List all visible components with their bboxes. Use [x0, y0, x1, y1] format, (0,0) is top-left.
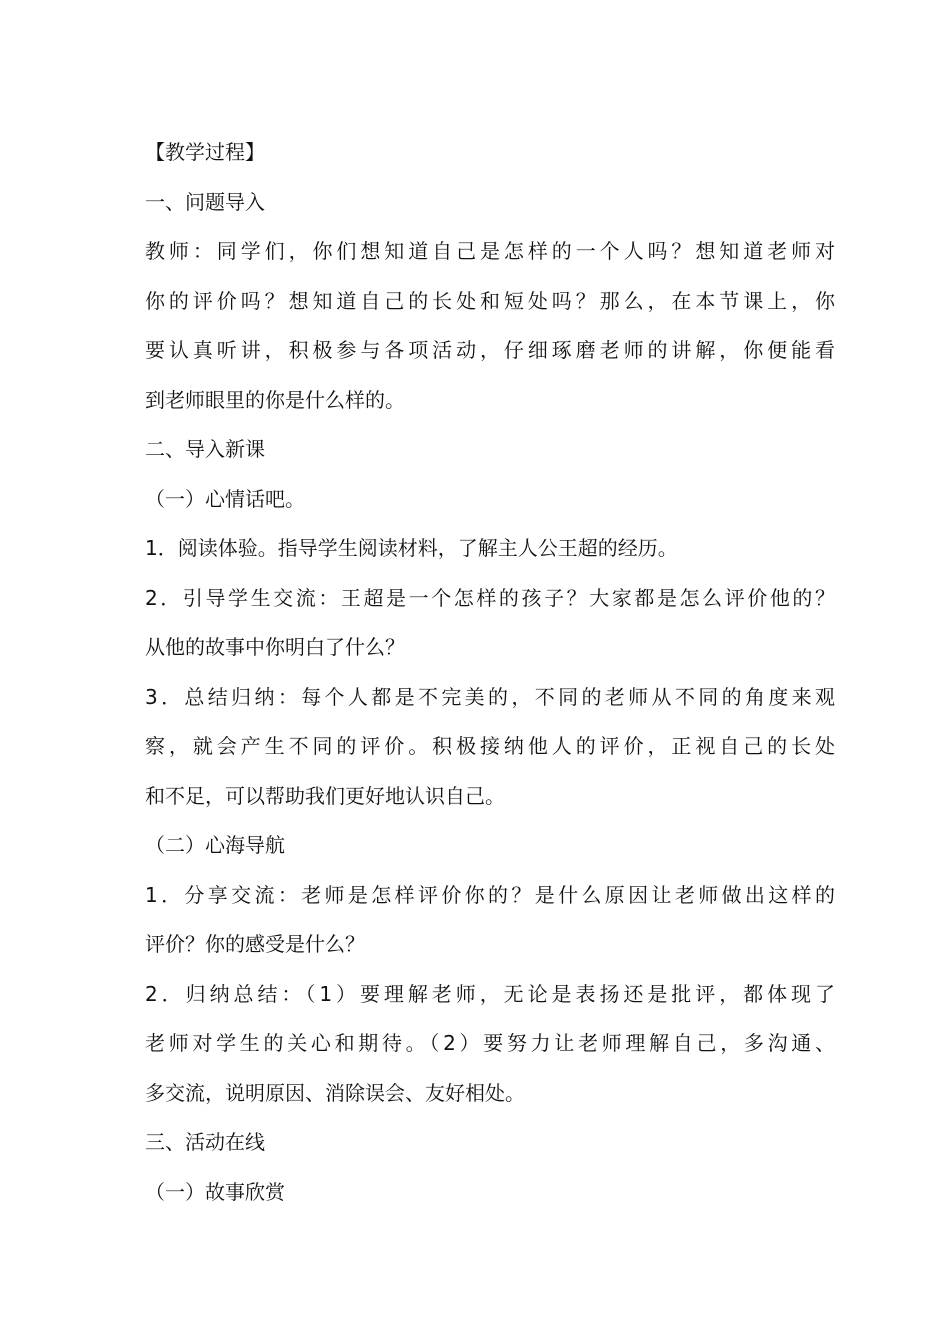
document-body — [145, 128, 835, 1217]
subsection-heading: （一）心情话吧。 — [145, 486, 305, 511]
section-heading-teaching-process: 【教学过程】 — [145, 140, 265, 164]
paragraph-line: 和不足，可以帮助我们更好地认识自己。 — [145, 783, 505, 808]
paragraph-line: 从他的故事中你明白了什么？ — [145, 635, 405, 659]
subsection-heading: （二）心海导航 — [145, 833, 285, 857]
list-item: 1．分享交流：老师是怎样评价你的？是什么原因让老师做出这样的 — [145, 882, 835, 907]
section-heading-1: 一、问题导入 — [145, 189, 265, 214]
paragraph-line: 教师：同学们，你们想知道自己是怎样的一个人吗？想知道老师对 — [145, 239, 835, 263]
paragraph-line: 到老师眼里的你是什么样的。 — [145, 387, 405, 412]
paragraph-line: 评价？你的感受是什么？ — [145, 932, 365, 956]
paragraph-line: 老师对学生的关心和期待。（2）要努力让老师理解自己，多沟通、 — [145, 1031, 835, 1055]
list-item: 2．引导学生交流：王超是一个怎样的孩子？大家都是怎么评价他的？ — [145, 585, 835, 610]
list-item: 2．归纳总结：（1）要理解老师，无论是表扬还是批评，都体现了 — [145, 981, 835, 1006]
list-item: 1．阅读体验。指导学生阅读材料，了解主人公王超的经历。 — [145, 536, 678, 560]
paragraph-line: 察，就会产生不同的评价。积极接纳他人的评价，正视自己的长处 — [145, 734, 835, 758]
paragraph-line: 多交流，说明原因、消除误会、友好相处。 — [145, 1080, 525, 1105]
section-heading-3: 三、活动在线 — [145, 1130, 265, 1154]
list-item: 3．总结归纳：每个人都是不完美的，不同的老师从不同的角度来观 — [145, 684, 835, 709]
subsection-heading: （一）故事欣赏 — [145, 1179, 285, 1204]
section-heading-2: 二、导入新课 — [145, 437, 265, 461]
paragraph-line: 要认真听讲，积极参与各项活动，仔细琢磨老师的讲解，你便能看 — [145, 338, 835, 362]
paragraph-line: 你的评价吗？想知道自己的长处和短处吗？那么，在本节课上，你 — [145, 288, 835, 313]
